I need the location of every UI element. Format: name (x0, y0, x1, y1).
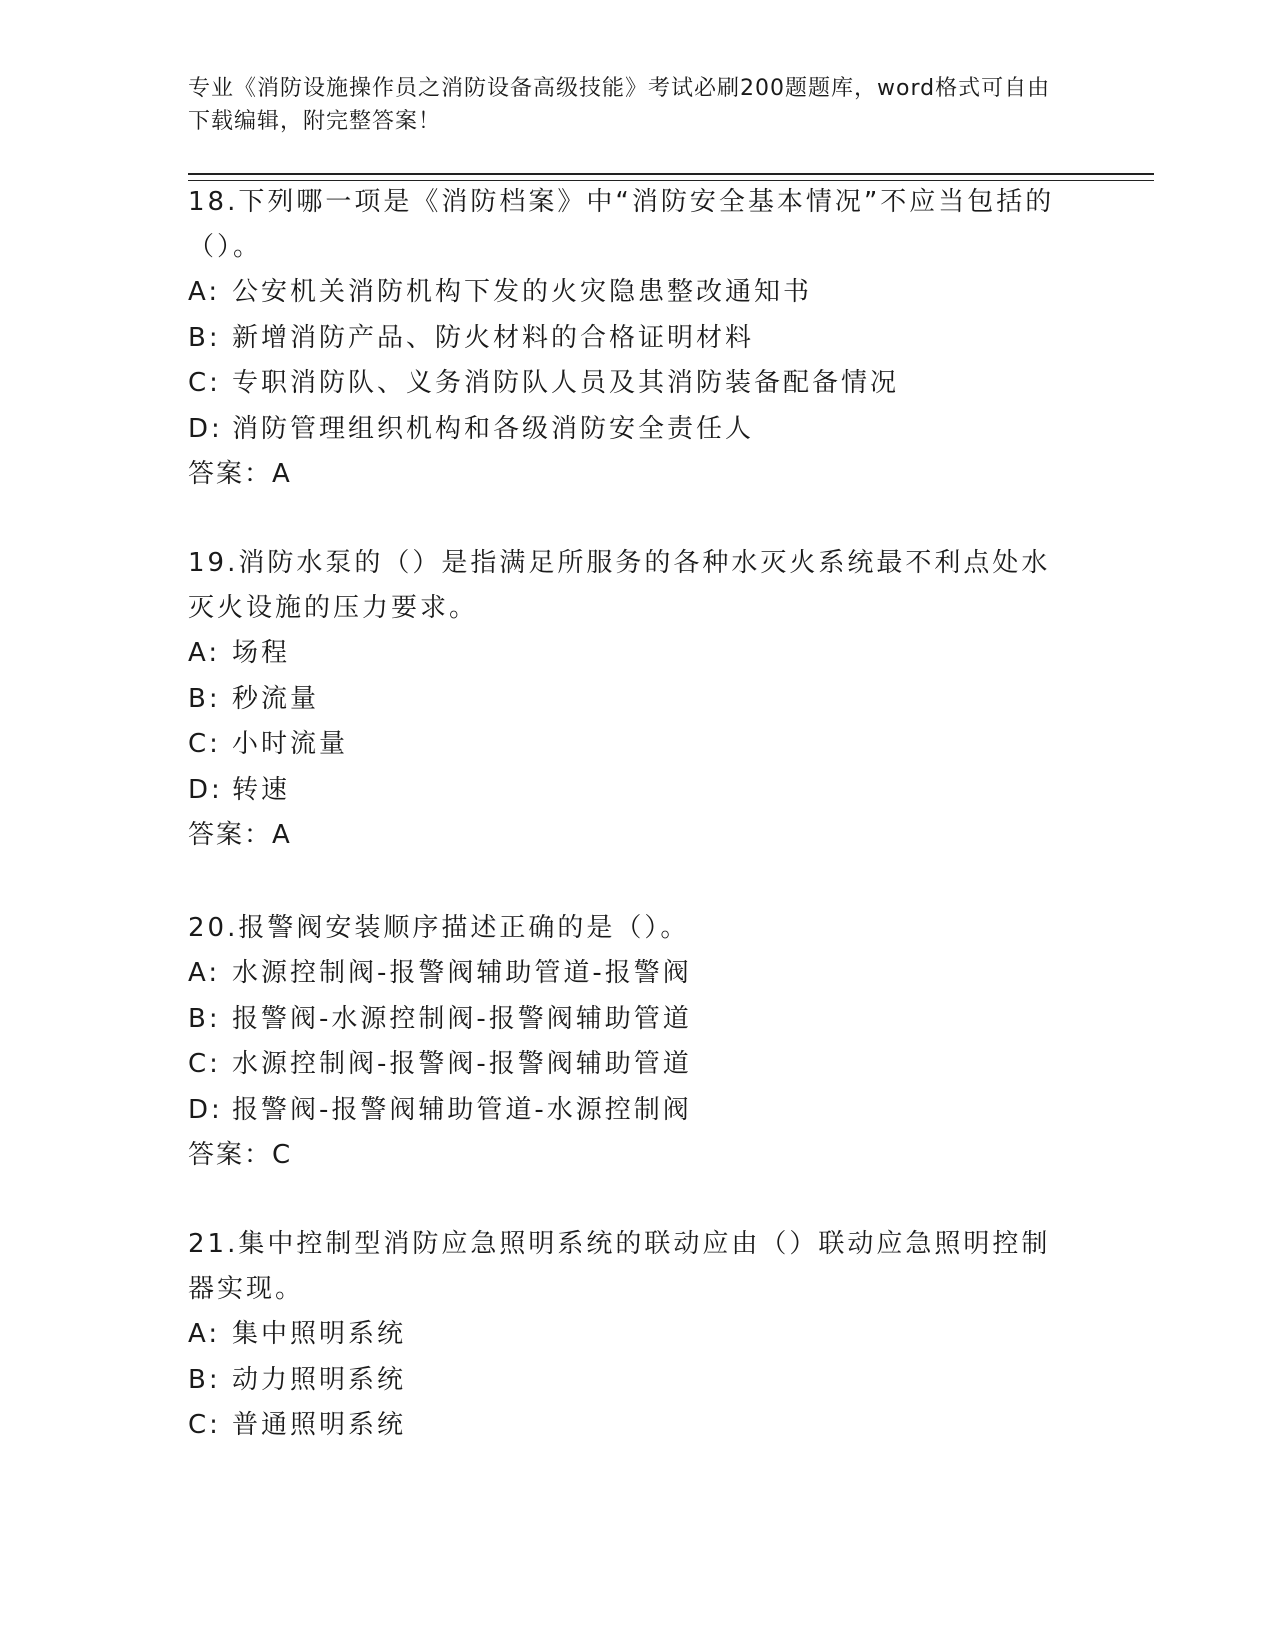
option-text: 转速 (232, 774, 291, 805)
option-d (188, 1088, 1068, 1134)
option-text: 普通照明系统 (232, 1410, 407, 1440)
option-text: 动力照明系统 (232, 1364, 407, 1395)
question-stem: 19.消防水泵的（）是指满足所服务的各种水灭火系统最不利点处水灭火设施的压力要求。 (188, 548, 1051, 623)
header-text: 专业《消防设施操作员之消防设备高级技能》考试必刷200题题库，word格式可自由下载编辑，附完整答案！ (188, 76, 1051, 134)
option-text: 消防管理组织机构和各级消防安全责任人 (232, 413, 755, 444)
option-a (188, 631, 1068, 677)
option-text: 集中照明系统 (232, 1319, 407, 1349)
question-18 (188, 180, 1068, 498)
option-letter: C: (188, 1410, 221, 1440)
option-letter: B: (188, 683, 221, 714)
option-a (188, 951, 1068, 997)
option-letter: C: (188, 729, 221, 759)
option-text: 公安机关消防机构下发的火灾隐患整改通知书 (232, 277, 813, 307)
option-letter: C: (188, 1049, 221, 1079)
option-d (188, 407, 1068, 453)
document-header (188, 72, 1068, 138)
question-21 (188, 1222, 1068, 1449)
question-stem: 21.集中控制型消防应急照明系统的联动应由（）联动应急照明控制器实现。 (188, 1229, 1051, 1304)
question-19 (188, 541, 1068, 859)
option-text: 新增消防产品、防火材料的合格证明材料 (232, 322, 755, 353)
question-20 (188, 906, 1068, 1179)
answer: 答案：C (188, 1140, 293, 1170)
option-letter: A: (188, 638, 221, 668)
option-b (188, 997, 1068, 1043)
header-divider-thick (188, 173, 1154, 175)
option-a (188, 270, 1068, 316)
option-b (188, 316, 1068, 362)
question-stem: 20.报警阀安装顺序描述正确的是（）。 (188, 913, 690, 943)
option-c (188, 361, 1068, 407)
option-letter: D: (188, 413, 223, 444)
option-text: 水源控制阀-报警阀辅助管道-报警阀 (232, 958, 692, 988)
option-letter: A: (188, 277, 221, 307)
option-text: 场程 (232, 638, 291, 668)
question-stem: 18.下列哪一项是《消防档案》中“消防安全基本情况”不应当包括的（）。 (188, 187, 1055, 262)
option-c (188, 722, 1068, 768)
answer: 答案：A (188, 820, 292, 850)
option-letter: A: (188, 1319, 221, 1349)
option-a (188, 1312, 1068, 1358)
option-letter: A: (188, 958, 221, 988)
option-d (188, 768, 1068, 814)
option-c (188, 1403, 1068, 1449)
answer: 答案：A (188, 459, 292, 489)
option-text: 报警阀-报警阀辅助管道-水源控制阀 (232, 1094, 692, 1125)
option-b (188, 1358, 1068, 1404)
option-letter: D: (188, 1094, 223, 1125)
option-letter: B: (188, 322, 221, 353)
option-letter: B: (188, 1364, 221, 1395)
option-letter: C: (188, 368, 221, 398)
option-b (188, 677, 1068, 723)
option-text: 报警阀-水源控制阀-报警阀辅助管道 (232, 1003, 692, 1034)
option-text: 秒流量 (232, 683, 320, 714)
option-letter: D: (188, 774, 223, 805)
option-letter: B: (188, 1003, 221, 1034)
option-text: 专职消防队、义务消防队人员及其消防装备配备情况 (232, 368, 900, 398)
option-c (188, 1042, 1068, 1088)
option-text: 小时流量 (232, 729, 349, 759)
option-text: 水源控制阀-报警阀-报警阀辅助管道 (232, 1049, 692, 1079)
